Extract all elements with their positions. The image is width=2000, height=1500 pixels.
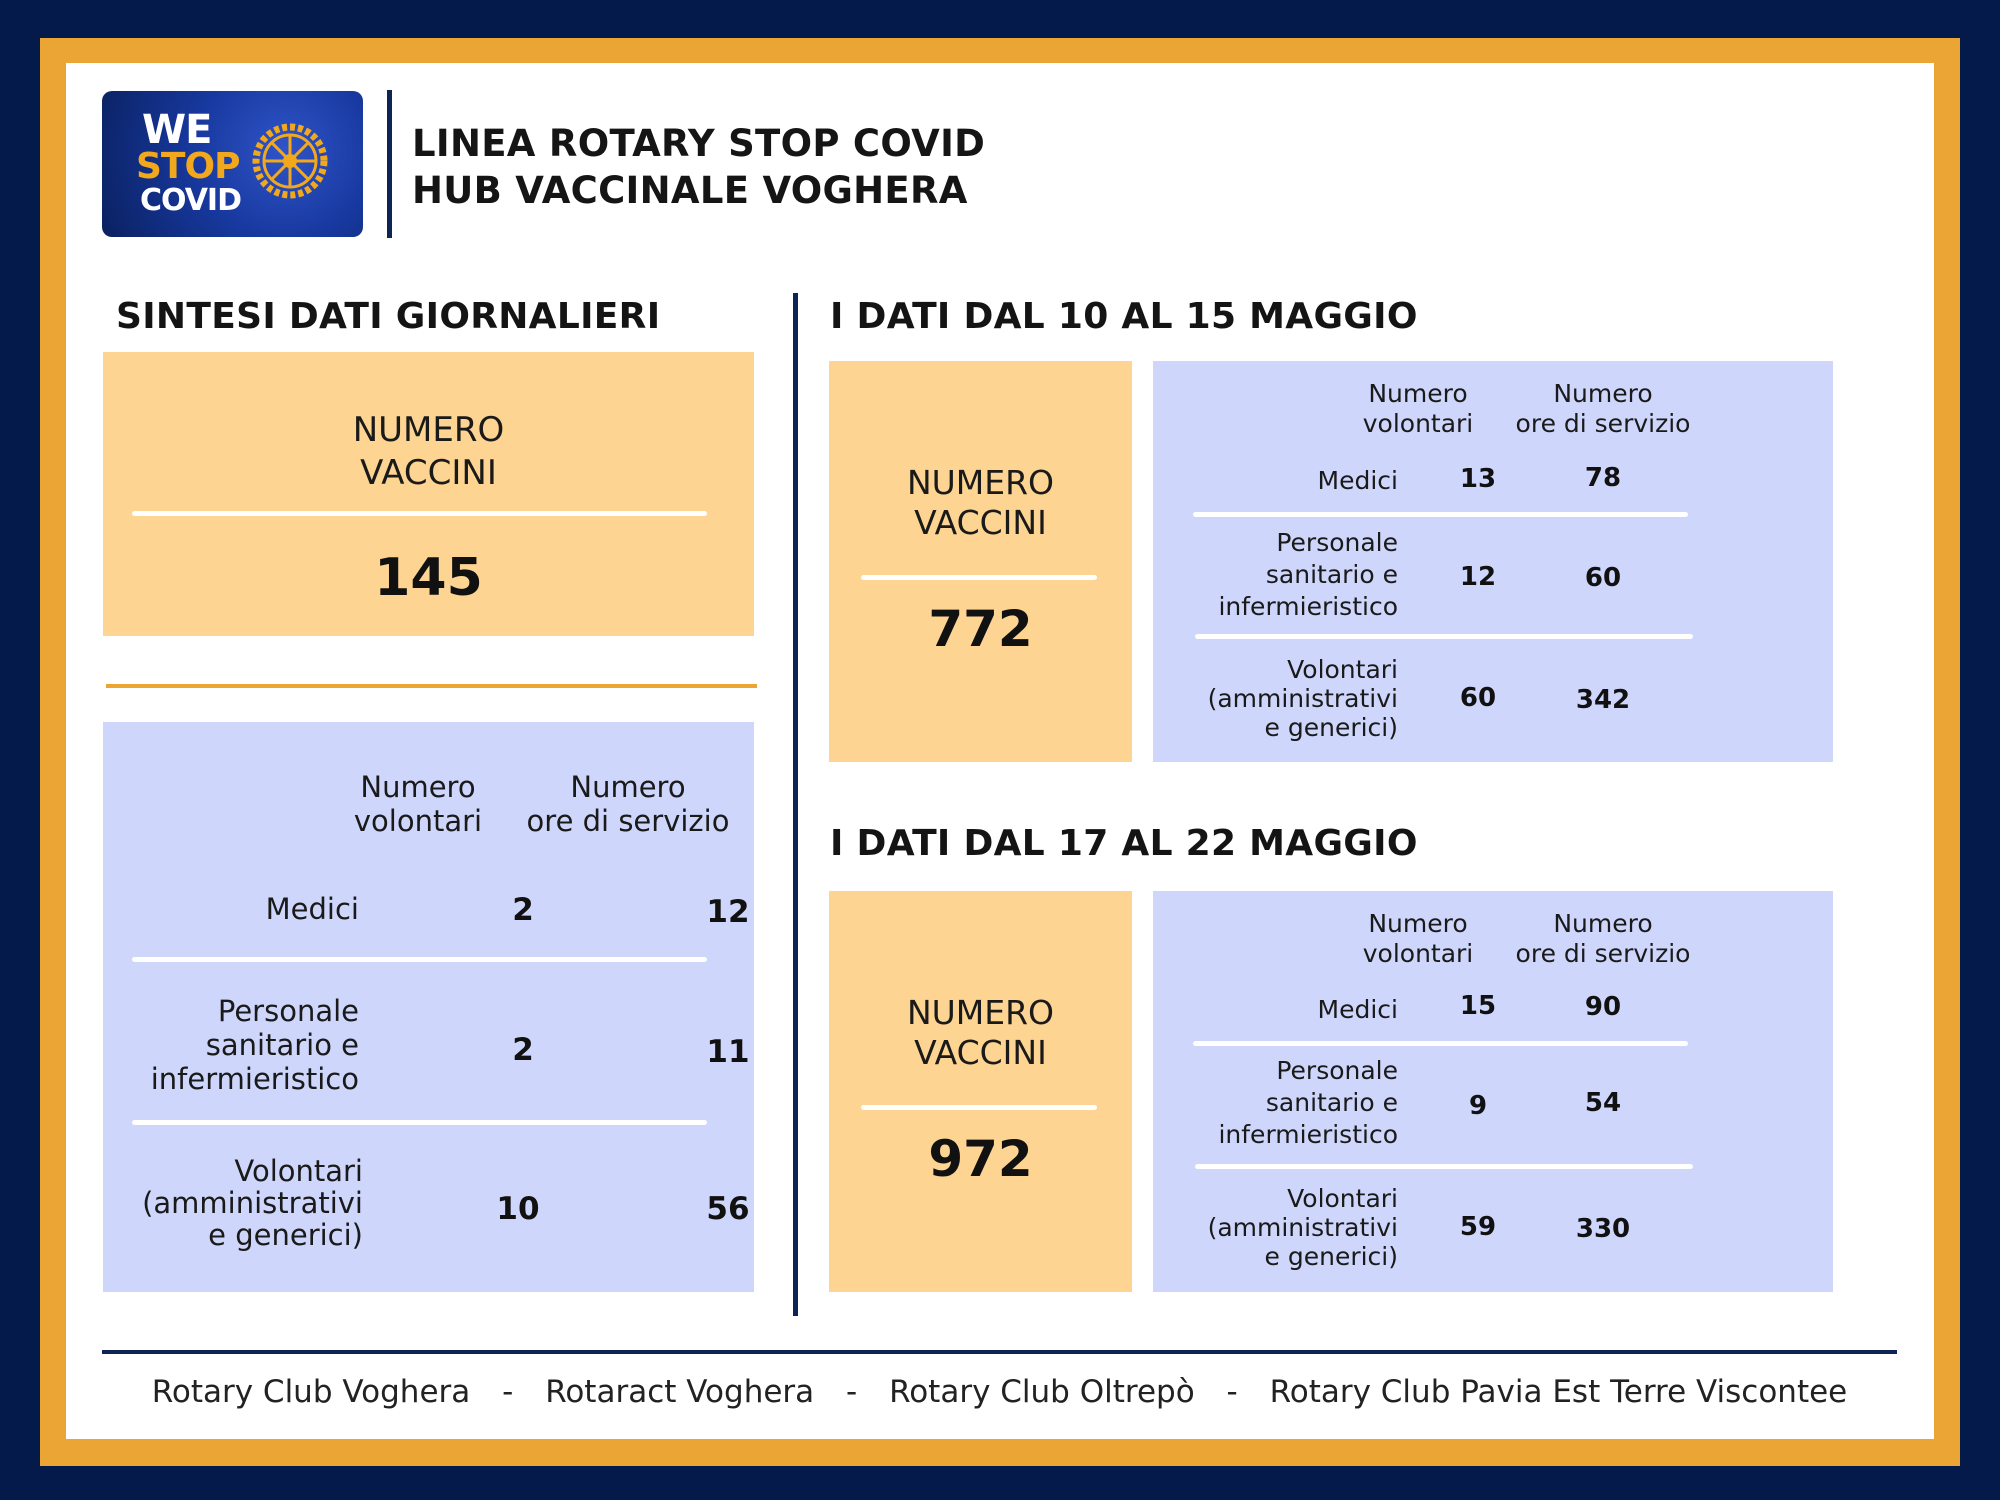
period1-row-volontari-volunteers: 60 xyxy=(1459,683,1497,713)
footer-club: Rotary Club Oltrepò xyxy=(889,1374,1195,1410)
period2-row-volontari-hours: 330 xyxy=(1575,1214,1631,1244)
daily-row-medici-label: Medici xyxy=(265,892,359,926)
daily-row-medici-hours: 12 xyxy=(706,894,750,930)
daily-row-divider xyxy=(132,957,707,962)
period2-row-divider xyxy=(1195,1164,1693,1169)
page-title-line2: HUB VACCINALE VOGHERA xyxy=(412,169,968,212)
page-title-line1: LINEA ROTARY STOP COVID xyxy=(412,122,986,165)
period2-row-personale-label: Personale sanitario e infermieristico xyxy=(1218,1056,1398,1149)
period1-section-title: I DATI DAL 10 AL 15 MAGGIO xyxy=(830,296,1418,337)
period1-row-personale-volunteers: 12 xyxy=(1459,562,1497,592)
period2-row-divider xyxy=(1193,1041,1688,1046)
footer-club: Rotary Club Pavia Est Terre Viscontee xyxy=(1269,1374,1848,1410)
daily-section-divider xyxy=(106,684,757,688)
period1-row-personale-hours: 60 xyxy=(1584,563,1622,593)
period2-vaccines-label-line1: NUMERO xyxy=(906,993,1055,1032)
period1-row-medici-volunteers: 13 xyxy=(1459,464,1497,494)
footer-clubs xyxy=(102,1374,1897,1410)
we-stop-covid-logo xyxy=(102,91,363,237)
period1-vaccines-label-line2: VACCINI xyxy=(914,503,1047,542)
period1-row-medici-label: Medici xyxy=(1317,466,1398,495)
daily-row-personale-label: Personale sanitario e infermieristico xyxy=(150,994,359,1096)
footer-divider xyxy=(102,1350,1897,1354)
period2-row-medici-hours: 90 xyxy=(1584,992,1622,1022)
daily-vaccines-value: 145 xyxy=(374,548,483,608)
daily-vaccines-label-line1: NUMERO xyxy=(352,410,505,450)
daily-volunteers-table xyxy=(103,722,754,1292)
period1-vaccines-card xyxy=(829,361,1132,762)
rotary-wheel-icon xyxy=(250,121,330,201)
period2-row-personale-volunteers: 9 xyxy=(1468,1091,1488,1121)
daily-vaccines-divider xyxy=(132,511,707,516)
daily-col-volunteers-header: Numero volontari xyxy=(353,770,483,838)
footer-separator: - xyxy=(846,1374,858,1410)
daily-vaccines-card xyxy=(103,352,754,636)
daily-section-title: SINTESI DATI GIORNALIERI xyxy=(116,296,661,337)
period1-vaccines-value: 772 xyxy=(928,600,1033,658)
period2-row-volontari-label: Volontari (amministrativi e generici) xyxy=(1207,1184,1398,1271)
period1-row-volontari-label: Volontari (amministrativi e generici) xyxy=(1207,655,1398,742)
period2-vaccines-value: 972 xyxy=(928,1130,1033,1188)
period1-vaccines-divider xyxy=(861,575,1097,580)
period2-row-medici-volunteers: 15 xyxy=(1459,991,1497,1021)
period2-section-title: I DATI DAL 17 AL 22 MAGGIO xyxy=(830,823,1418,864)
daily-row-medici-volunteers: 2 xyxy=(512,892,534,928)
period2-vaccines-divider xyxy=(861,1105,1097,1110)
footer-separator: - xyxy=(1226,1374,1238,1410)
period1-row-medici-hours: 78 xyxy=(1584,463,1622,493)
period2-row-personale-hours: 54 xyxy=(1584,1088,1622,1118)
daily-row-personale-hours: 11 xyxy=(706,1034,750,1070)
daily-row-divider xyxy=(132,1120,707,1125)
logo-text-covid: COVID xyxy=(140,183,241,218)
logo-text-stop: STOP xyxy=(136,146,240,187)
period2-vaccines-card xyxy=(829,891,1132,1292)
period1-row-personale-label: Personale sanitario e infermieristico xyxy=(1218,528,1398,621)
footer-separator: - xyxy=(502,1374,514,1410)
period1-row-volontari-hours: 342 xyxy=(1575,685,1631,715)
daily-col-hours-header: Numero ore di servizio xyxy=(526,770,730,838)
period2-volunteers-table: Numero volontari Numero ore di servizio Medici 15 90 Personale sanitario e infermieristico 9 54 Volontari (amministrativi e generici) 59 330 xyxy=(1153,891,1833,1292)
period2-col-volunteers-header: Numero volontari xyxy=(1362,909,1474,968)
daily-row-volontari-volunteers: 10 xyxy=(496,1191,540,1227)
daily-row-volontari-hours: 56 xyxy=(706,1191,750,1227)
footer-club: Rotaract Voghera xyxy=(545,1374,815,1410)
daily-vaccines-label-line2: VACCINI xyxy=(360,453,497,493)
column-divider xyxy=(793,293,798,1316)
logo-text-we: WE xyxy=(142,107,212,153)
period1-col-volunteers-header: Numero volontari xyxy=(1362,379,1474,438)
period1-row-divider xyxy=(1193,512,1688,517)
period1-volunteers-table: Numero volontari Numero ore di servizio Medici 13 78 Personale sanitario e infermieristico 12 60 Volontari (amministrativi e generici) 60 342 xyxy=(1153,361,1833,762)
daily-row-personale-volunteers: 2 xyxy=(512,1032,534,1068)
period2-vaccines-label-line2: VACCINI xyxy=(914,1033,1047,1072)
page-title xyxy=(412,120,985,214)
period2-row-medici-label: Medici xyxy=(1317,995,1398,1024)
period1-vaccines-label-line1: NUMERO xyxy=(906,463,1055,502)
period2-row-volontari-volunteers: 59 xyxy=(1459,1212,1497,1242)
daily-row-volontari-label: Volontari (amministrativi e generici) xyxy=(142,1154,363,1252)
period1-row-divider xyxy=(1195,634,1693,639)
header-divider xyxy=(387,90,392,238)
footer-club: Rotary Club Voghera xyxy=(151,1374,471,1410)
